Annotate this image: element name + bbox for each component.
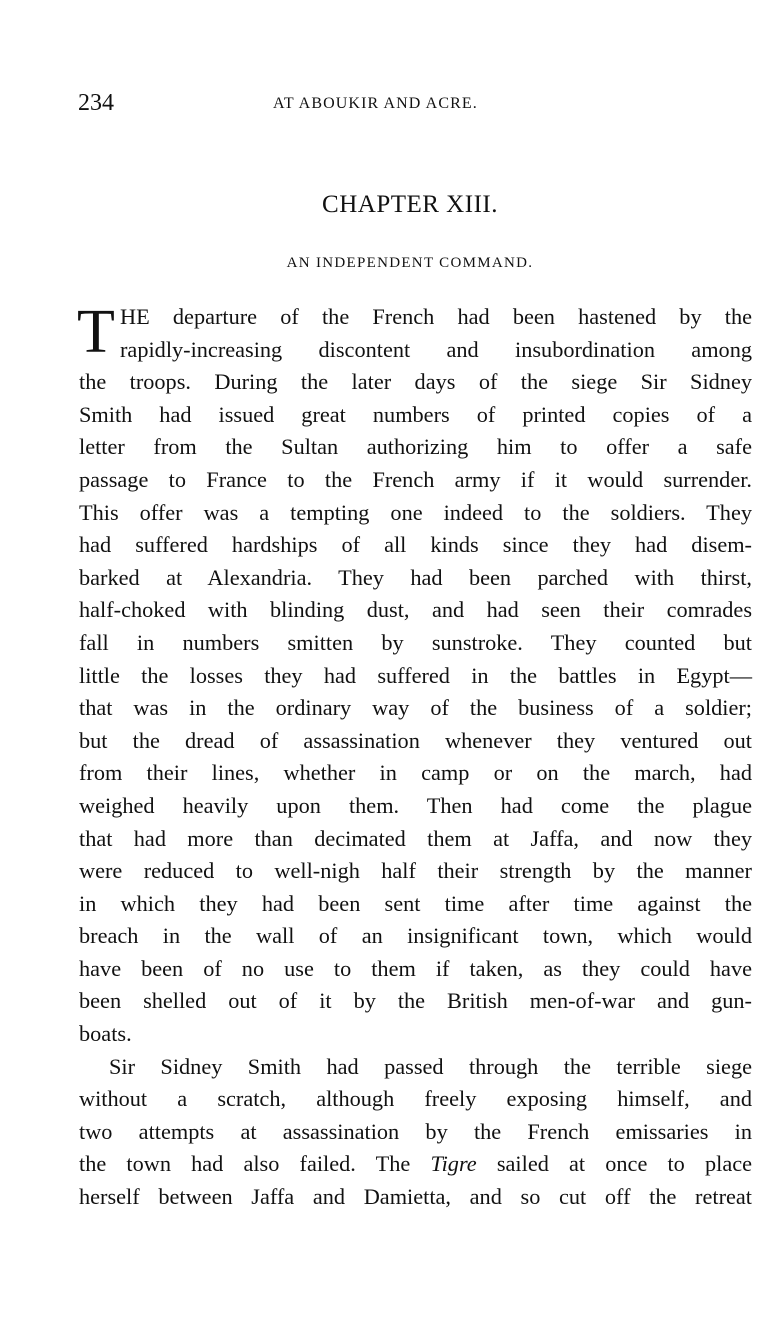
drop-cap: T bbox=[77, 298, 115, 366]
text-line: This offer was a tempting one indeed to the soldiers. They bbox=[79, 499, 752, 525]
text-line: were reduced to well-nigh half their strength by the manner bbox=[79, 858, 752, 884]
text-run: the town had also failed. The bbox=[79, 1151, 431, 1177]
text-line: from their lines, whether in camp or on the march, had bbox=[79, 760, 752, 786]
text-line: half-choked with blinding dust, and had seen their comrades bbox=[79, 597, 752, 623]
text-line: barked at Alexandria. They had been parched with thirst, bbox=[79, 564, 752, 590]
page-number: 234 bbox=[78, 90, 114, 116]
text-run: sailed at once to place bbox=[476, 1151, 753, 1177]
text-line: weighed heavily upon them. Then had come the plague bbox=[79, 792, 752, 818]
chapter-subtitle: AN INDEPENDENT COMMAND. bbox=[286, 255, 534, 271]
text-line: the troops. During the later days of the siege Sir Sidney bbox=[79, 369, 752, 395]
text-line: herself between Jaffa and Damietta, and so cut off the retreat bbox=[79, 1184, 752, 1210]
text-line: but the dread of assassination whenever they ventured out bbox=[79, 727, 752, 753]
text-line: had suffered hardships of all kinds since they had disem- bbox=[79, 532, 752, 558]
paragraph-1 bbox=[77, 298, 752, 1051]
paragraph-2 bbox=[79, 1051, 752, 1214]
text-line: Sir Sidney Smith had passed through the terrible siege bbox=[109, 1053, 752, 1079]
text-line: two attempts at assassination by the French emissaries in bbox=[79, 1118, 752, 1144]
text-line: in which they had been sent time after time against the bbox=[79, 890, 752, 916]
text-line: breach in the wall of an insignificant town, which would bbox=[79, 923, 752, 949]
text-line bbox=[79, 1148, 752, 1181]
chapter-title: CHAPTER XIII. bbox=[322, 191, 498, 218]
text-line: without a scratch, although freely exposing himself, and bbox=[79, 1086, 752, 1112]
text-line: boats. bbox=[79, 1021, 132, 1047]
text-line: Smith had issued great numbers of printed copies of a bbox=[79, 401, 752, 427]
running-title: AT ABOUKIR AND ACRE. bbox=[273, 95, 478, 112]
running-head bbox=[78, 88, 752, 120]
text-line: that had more than decimated them at Jaffa, and now they bbox=[79, 825, 752, 851]
body-text bbox=[77, 298, 753, 1214]
ship-name: Tigre bbox=[430, 1151, 477, 1177]
text-line: letter from the Sultan authorizing him to offer a safe bbox=[79, 434, 752, 460]
text-line: have been of no use to them if taken, as they could have bbox=[79, 955, 752, 981]
text-line: fall in numbers smitten by sunstroke. They counted but bbox=[79, 629, 752, 655]
text-line: little the losses they had suffered in the battles in Egypt— bbox=[79, 662, 752, 688]
text-line: rapidly-increasing discontent and insubordination among bbox=[120, 336, 752, 362]
text-line: been shelled out of it by the British men-of-war and gun- bbox=[79, 988, 752, 1014]
text-line: that was in the ordinary way of the business of a soldier; bbox=[79, 695, 752, 721]
text-line: passage to France to the French army if it would surrender. bbox=[79, 466, 752, 492]
text-line: HE departure of the French had been hastened by the bbox=[120, 304, 752, 329]
